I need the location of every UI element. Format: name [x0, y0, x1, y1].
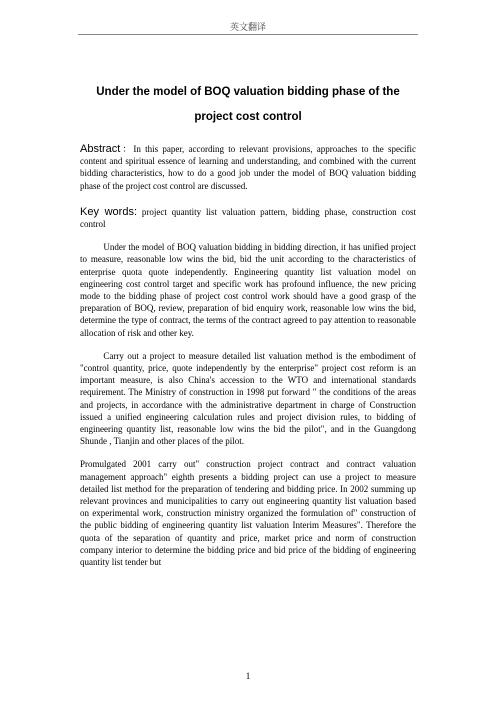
header-divider [78, 34, 418, 35]
title-line-2: project cost control [194, 111, 302, 123]
body-paragraph-3: Promulgated 2001 carry out" construction project contract and contract valuation management approach" eighth presents a bidding project can use a project to measure detailed list method for the preparation of tendering and bidding price. In 2002 summing up relevant provinces and municipalities to carry out engineering quantity list valuation based on experimental work, construction ministry organized the formulation of" construction of the public bidding of engineering quantity list valuation Interim Measures". Therefore the quota of the separation of quantity and price, market price and norm of construction company interior to determine the bidding price and bid price of the bidding of engineering quantity list tender but [80, 459, 416, 568]
keywords-text: project quantity list valuation pattern, bidding phase, construction cost control [80, 206, 416, 230]
abstract-separator: ： [120, 144, 134, 154]
abstract-label: Abstract [80, 143, 121, 155]
body-paragraph-2: Carry out a project to measure detailed list valuation method is the embodiment of "control quantity, price, quote independently by the enterprise" project cost reform is an important measure, is also China's accession to the WTO and international standards requirement. The Ministry of construction in 1998 put forward " the conditions of the areas and projects, in accordance with the administrative department in charge of Construction issued a unified engineering calculation rules and project division rules, to bidding of engineering quantity list, reasonable low wins the bid the pilot", and in the Guangdong Shunde , Tianjin and other places of the pilot. [80, 350, 416, 447]
document-title [60, 80, 436, 130]
keywords-label: Key words: [80, 205, 137, 218]
page-number: 1 [245, 671, 251, 681]
abstract-text: In this paper, according to relevant provisions, approaches to the specific content and spiritual essence of learning and understanding, and combined with the current bidding characteristics, how to do a good job under the model of BOQ valuation bidding phase of the project cost control are discussed. [80, 144, 416, 191]
abstract-paragraph [80, 143, 416, 192]
title-line-1: Under the model of BOQ valuation bidding phase of the [96, 86, 400, 98]
document-body [80, 143, 416, 568]
page-header: 英文翻译 [229, 23, 266, 33]
body-paragraph-1: Under the model of BOQ valuation bidding in bidding direction, it has unified project to measure, reasonable low wins the bid, bid the unit according to the characteristics of enterprise quota quote independently. Engineering quantity list valuation model on engineering cost control target and specific work has profound influence, the new pricing mode to the bidding phase of project cost control work should have a good grasp of the preparation of BOQ, review, preparation of bid enquiry work, reasonable low wins the bid, determine the type of contract, the terms of the contract agreed to pay attention to reasonable allocation of risk and other key. [80, 242, 416, 338]
keywords-paragraph [80, 206, 416, 230]
